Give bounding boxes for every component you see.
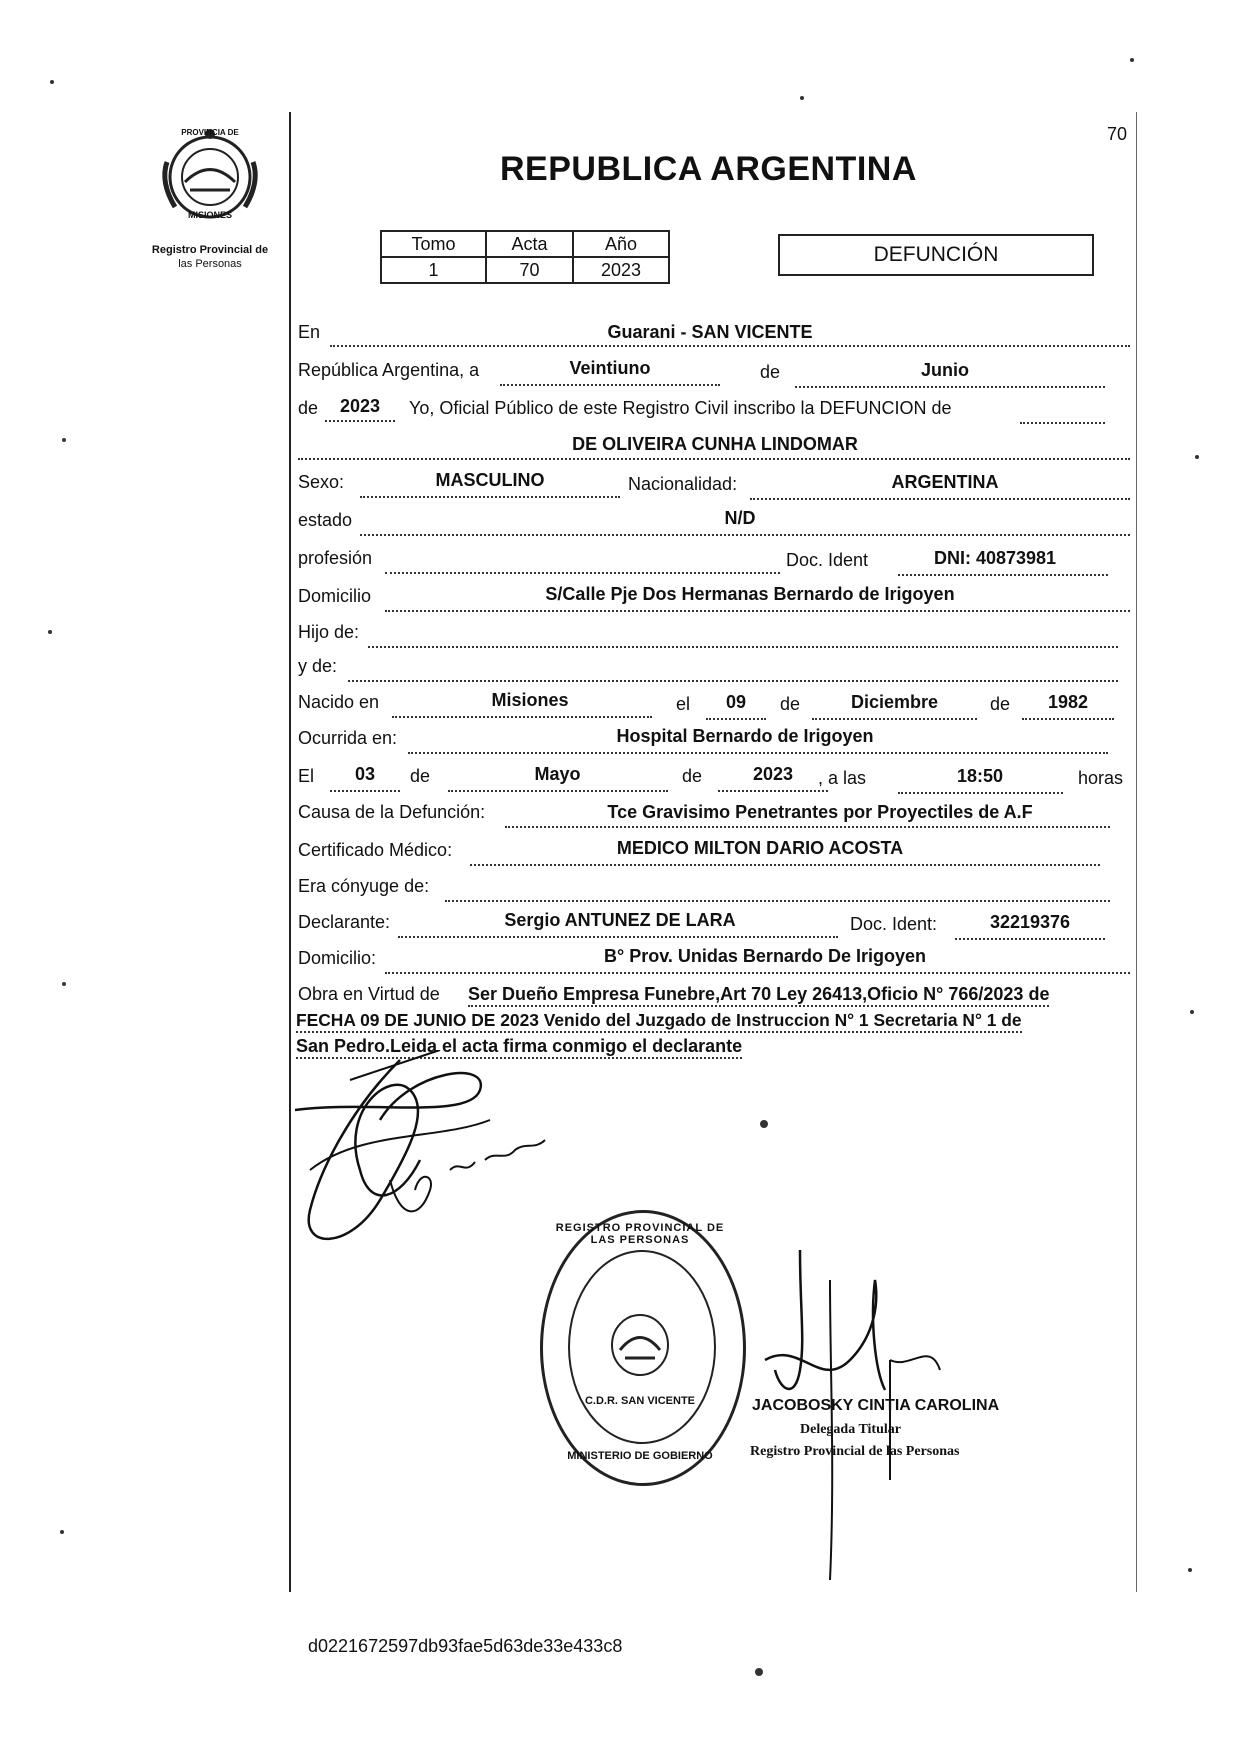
scan-speck [60,1530,64,1534]
obra-line-1: Ser Dueño Empresa Funebre,Art 70 Ley 26413,Oficio N° 766/2023 de [468,984,1049,1007]
stamp-inner-text: C.D.R. SAN VICENTE [584,1395,695,1407]
dotted-line [360,534,1130,536]
deceased-name: DE OLIVEIRA CUNHA LINDOMAR [572,434,858,454]
dotted-line [718,790,828,792]
conyuge-label: Era cónyuge de: [298,876,430,896]
dotted-line [795,386,1105,388]
obra-label: Obra en Virtud de [298,984,440,1004]
logo-text-top: PROVINCIA DE [181,128,239,137]
scan-speck [760,1120,768,1128]
org-line-1: Registro Provincial de [151,244,269,256]
causa-label: Causa de la Defunción: [298,802,486,822]
scan-speck [1130,58,1134,62]
scan-speck [800,96,804,100]
de2-label: de [298,398,319,418]
official-role: Delegada Titular [800,1422,901,1437]
dotted-line [330,790,400,792]
table-header: Acta [486,231,573,257]
year-value: 2023 [339,396,381,416]
death-year: 2023 [752,764,794,784]
doc2-label: Doc. Ident: [850,914,938,934]
table-cell: 1 [381,257,486,283]
nacionalidad-label: Nacionalidad: [628,474,738,494]
birth-month: Diciembre [850,692,939,712]
de4-label: de [990,694,1011,714]
dotted-line [1020,422,1105,424]
logo-text-bottom: MISIONES [187,210,232,220]
domicilio-label: Domicilio [298,586,372,606]
declarante-label: Declarante: [298,912,391,932]
document-hash: d0221672597db93fae5d63de33e433c8 [308,1636,623,1656]
death-time: 18:50 [956,766,1004,786]
dotted-line [750,498,1130,500]
record-type-box [778,234,1094,276]
month-value: Junio [921,360,969,380]
certificado-label: Certificado Médico: [298,840,453,860]
death-day: 03 [354,764,376,784]
table-cell: 2023 [573,257,669,283]
certificado-value: MEDICO MILTON DARIO ACOSTA [616,838,904,858]
doc-value: DNI: 40873981 [933,548,1057,568]
obra-line-2: FECHA 09 DE JUNIO DE 2023 Venido del Juzgado de Instruccion N° 1 Secretaria N° 1 de [296,1010,1022,1033]
estado-value: N/D [724,508,756,528]
causa-value: Tce Gravisimo Penetrantes por Proyectiles de A.F [607,802,1033,822]
estado-label: estado [298,510,353,530]
de6-label: de [682,766,703,786]
dotted-line [298,458,1130,460]
right-margin-line [1136,112,1137,1592]
sexo-value: MASCULINO [435,470,545,490]
stamp-bottom-text: MINISTERIO DE GOBIERNO [567,1450,713,1462]
en-label: En [298,322,321,342]
dotted-line [448,790,668,792]
hijo-label: Hijo de: [298,622,360,642]
dotted-line [706,718,766,720]
de5-label: de [410,766,431,786]
dotted-line [348,680,1118,682]
table-header: Tomo [381,231,486,257]
dotted-line [470,864,1100,866]
ocurrida-label: Ocurrida en: [298,728,398,748]
domicilio2-label: Domicilio: [298,948,377,968]
dotted-line [408,752,1108,754]
dotted-line [392,716,652,718]
inscribo-text: Yo, Oficial Público de este Registro Civil inscribo la DEFUNCION de [409,398,952,418]
en-value: Guarani - SAN VICENTE [607,322,813,342]
nacionalidad-value: ARGENTINA [891,472,999,492]
scan-speck [62,438,66,442]
alas-label: , a las [818,768,867,788]
nacido-value: Misiones [491,690,569,710]
dotted-line [445,900,1110,902]
scan-speck [50,80,54,84]
dotted-line [360,496,620,498]
dotted-line [898,792,1063,794]
dotted-line [330,345,1130,347]
doc-label: Doc. Ident [786,550,869,570]
nacido-label: Nacido en [298,692,380,712]
domicilio2-value: B° Prov. Unidas Bernardo De Irigoyen [604,946,926,966]
table-header: Año [573,231,669,257]
dotted-line [385,972,1130,974]
scan-speck [755,1668,763,1676]
official-org: Registro Provincial de las Personas [750,1444,960,1459]
dotted-line [505,826,1110,828]
sexo-label: Sexo: [298,472,345,492]
page-number: 70 [1107,124,1128,144]
dotted-line [1022,718,1114,720]
birth-day: 09 [725,692,747,712]
stamp-ring-text: REGISTRO PROVINCIAL DE LAS PERSONAS [555,1222,725,1246]
domicilio-value: S/Calle Pje Dos Hermanas Bernardo de Irigoyen [545,584,955,604]
de-label: de [760,362,781,382]
scan-speck [62,982,66,986]
republica-label: República Argentina, a [298,360,480,380]
ocurrida-value: Hospital Bernardo de Irigoyen [616,726,874,746]
scan-speck [1188,1568,1192,1572]
margin-line [289,112,291,1592]
profesion-label: profesión [298,548,373,568]
day-value: Veintiuno [569,358,651,378]
dotted-line [398,936,838,938]
doc2-value: 32219376 [989,912,1071,932]
record-table [380,230,670,284]
el-label: el [676,694,691,714]
scan-speck [1195,455,1199,459]
declarante-value: Sergio ANTUNEZ DE LARA [504,910,736,930]
de3-label: de [780,694,801,714]
dotted-line [325,420,395,422]
el2-label: El [298,766,315,786]
death-month: Mayo [534,764,581,784]
dotted-line [955,938,1105,940]
official-signature [760,1250,960,1590]
org-line-2: las Personas [178,258,242,270]
dotted-line [500,384,720,386]
table-cell: 70 [486,257,573,283]
dotted-line [898,574,1108,576]
stamp-emblem [605,1310,675,1380]
yde-label: y de: [298,656,338,676]
dotted-line [385,572,780,574]
obra-line-3: San Pedro.Leida el acta firma conmigo el declarante [296,1036,742,1059]
dotted-line [812,718,977,720]
birth-year: 1982 [1047,692,1089,712]
dotted-line [368,646,1118,648]
scan-speck [1190,1010,1194,1014]
page-title: REPUBLICA ARGENTINA [500,150,917,188]
dotted-line [385,610,1130,612]
scan-speck [48,630,52,634]
record-type: DEFUNCIÓN [873,243,999,266]
official-name: JACOBOSKY CINTIA CAROLINA [752,1397,1000,1414]
horas-label: horas [1078,768,1124,788]
